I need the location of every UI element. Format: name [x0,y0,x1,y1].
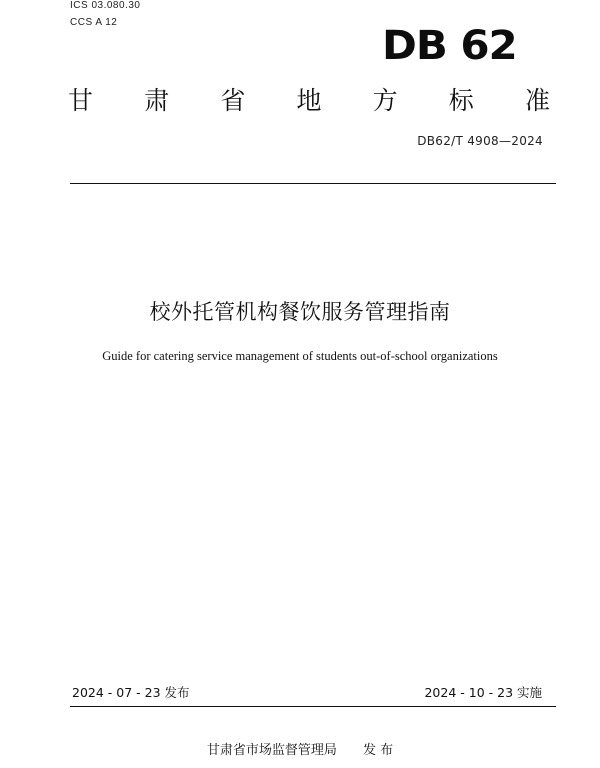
db62-logo: DB 62 [382,23,517,69]
standard-type-char: 地 [296,86,322,115]
standard-number: DB62/T 4908—2024 [417,134,543,148]
standard-type-char: 省 [220,86,246,115]
bottom-divider [70,706,556,707]
publisher-line [0,741,600,761]
implementation-date: 2024 - 10 - 23 实施 [424,685,542,700]
publisher-name: 甘肃省市场监督管理局 [206,743,337,758]
standard-type-char: 标 [448,86,474,115]
publisher-action: 发 布 [362,743,394,758]
ccs-code: CCS A 12 [70,17,118,28]
title-english: Guide for catering service management of students out-of-school organizations [102,349,498,363]
title-chinese: 校外托管机构餐饮服务管理指南 [149,300,451,324]
standard-type-char: 肃 [144,86,170,115]
standard-type-heading [68,84,550,118]
top-divider [70,183,556,184]
ics-code: ICS 03.080.30 [70,0,141,11]
standard-type-char: 方 [372,86,398,115]
standard-type-char: 甘 [68,86,94,115]
standard-type-char: 准 [524,86,550,115]
issue-date: 2024 - 07 - 23 发布 [72,685,190,700]
